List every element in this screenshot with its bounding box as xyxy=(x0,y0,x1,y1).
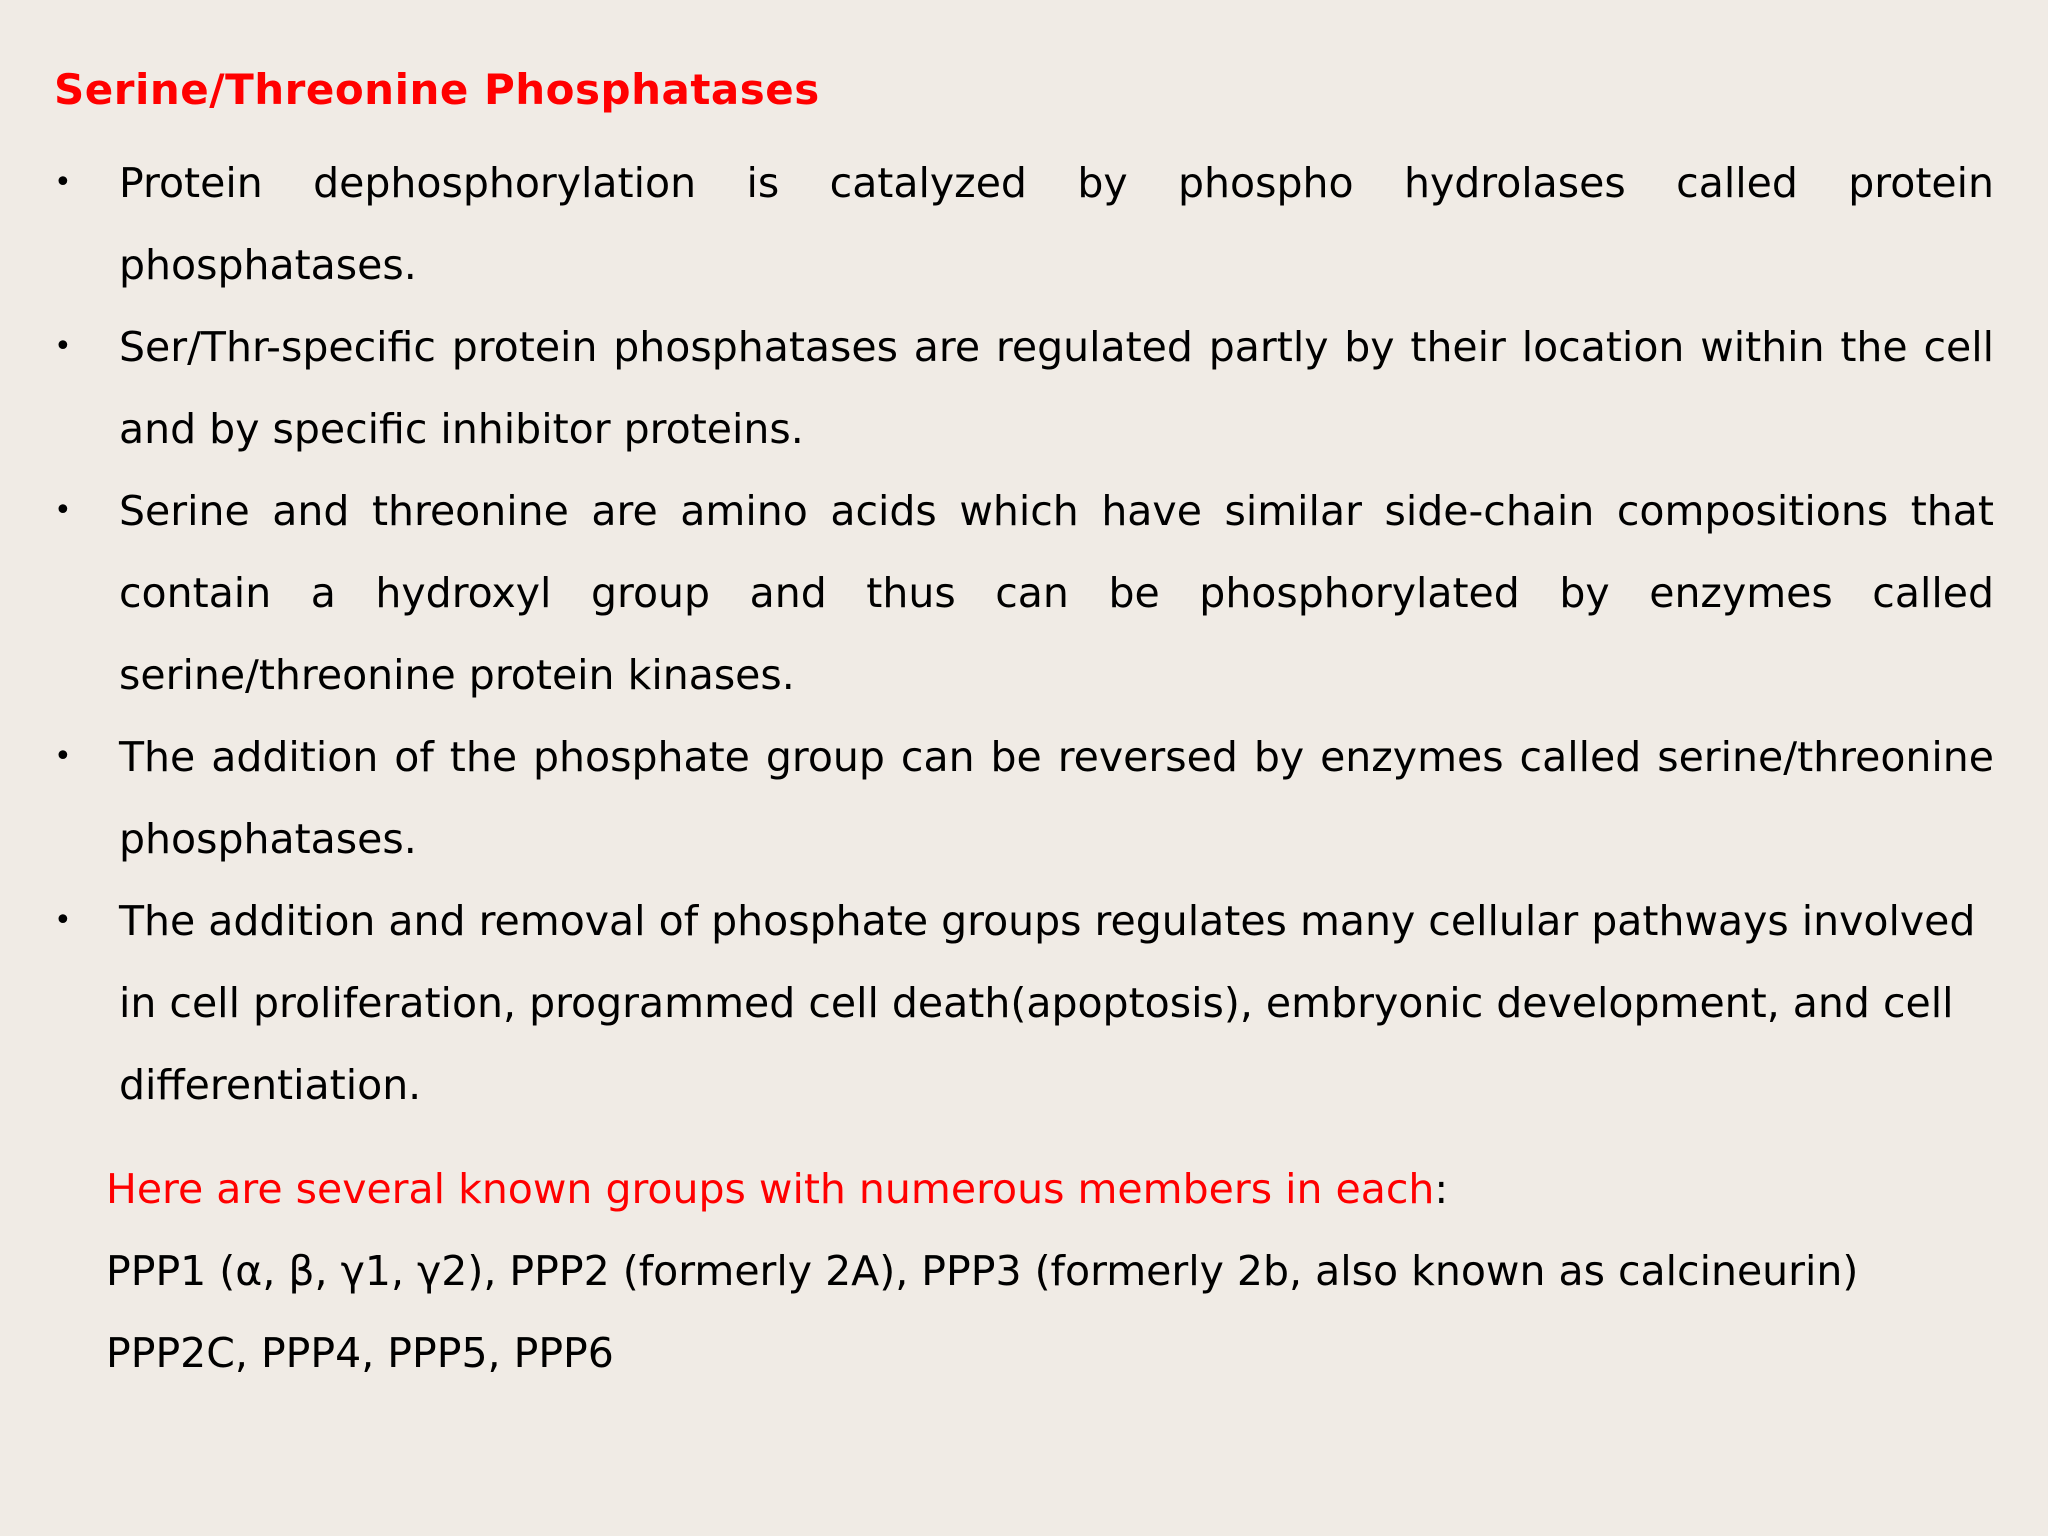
bullet-item xyxy=(54,880,1994,1126)
bullet-item xyxy=(54,142,1994,306)
bullet-text: Serine and threonine are amino acids which have similar side-chain compositions that contain a hydroxyl group and thus can be phosphorylated by enzymes called serine/threonine protein kinases. xyxy=(119,487,1994,699)
bullet-item xyxy=(54,306,1994,470)
bullet-text: Protein dephosphorylation is catalyzed by phospho hydrolases called protein phosphatases. xyxy=(119,159,1994,289)
slide-title: Serine/Threonine Phosphatases xyxy=(54,65,820,114)
bullet-dot-icon: • xyxy=(54,329,72,364)
bullet-item xyxy=(54,716,1994,880)
bullet-dot-icon: • xyxy=(54,739,72,774)
bullet-item xyxy=(54,470,1994,716)
phosphatase-groups xyxy=(106,1148,1986,1394)
bullet-dot-icon: • xyxy=(54,903,72,938)
bullet-text: The addition of the phosphate group can be reversed by enzymes called serine/threonine phosphatases. xyxy=(119,733,1994,863)
groups-intro-colon: : xyxy=(1434,1165,1449,1213)
bullet-text: The addition and removal of phosphate groups regulates many cellular pathways involved in cell proliferation, programmed cell death(apoptosis), embryonic development, and cell differentiation. xyxy=(119,897,1976,1109)
groups-intro: Here are several known groups with numerous members in each xyxy=(106,1165,1435,1213)
groups-list-line-1: PPP1 (α, β, γ1, γ2), PPP2 (formerly 2A), PPP3 (formerly 2b, also known as calcineurin) xyxy=(106,1247,1859,1295)
bullet-dot-icon: • xyxy=(54,493,72,528)
bullet-text: Ser/Thr-specific protein phosphatases are regulated partly by their location within the cell and by specific inhibitor proteins. xyxy=(119,323,1994,453)
groups-list-line-2: PPP2C, PPP4, PPP5, PPP6 xyxy=(106,1329,614,1377)
bullet-dot-icon: • xyxy=(54,165,72,200)
groups-intro-line xyxy=(106,1148,1986,1230)
bullet-list xyxy=(54,142,1994,1126)
